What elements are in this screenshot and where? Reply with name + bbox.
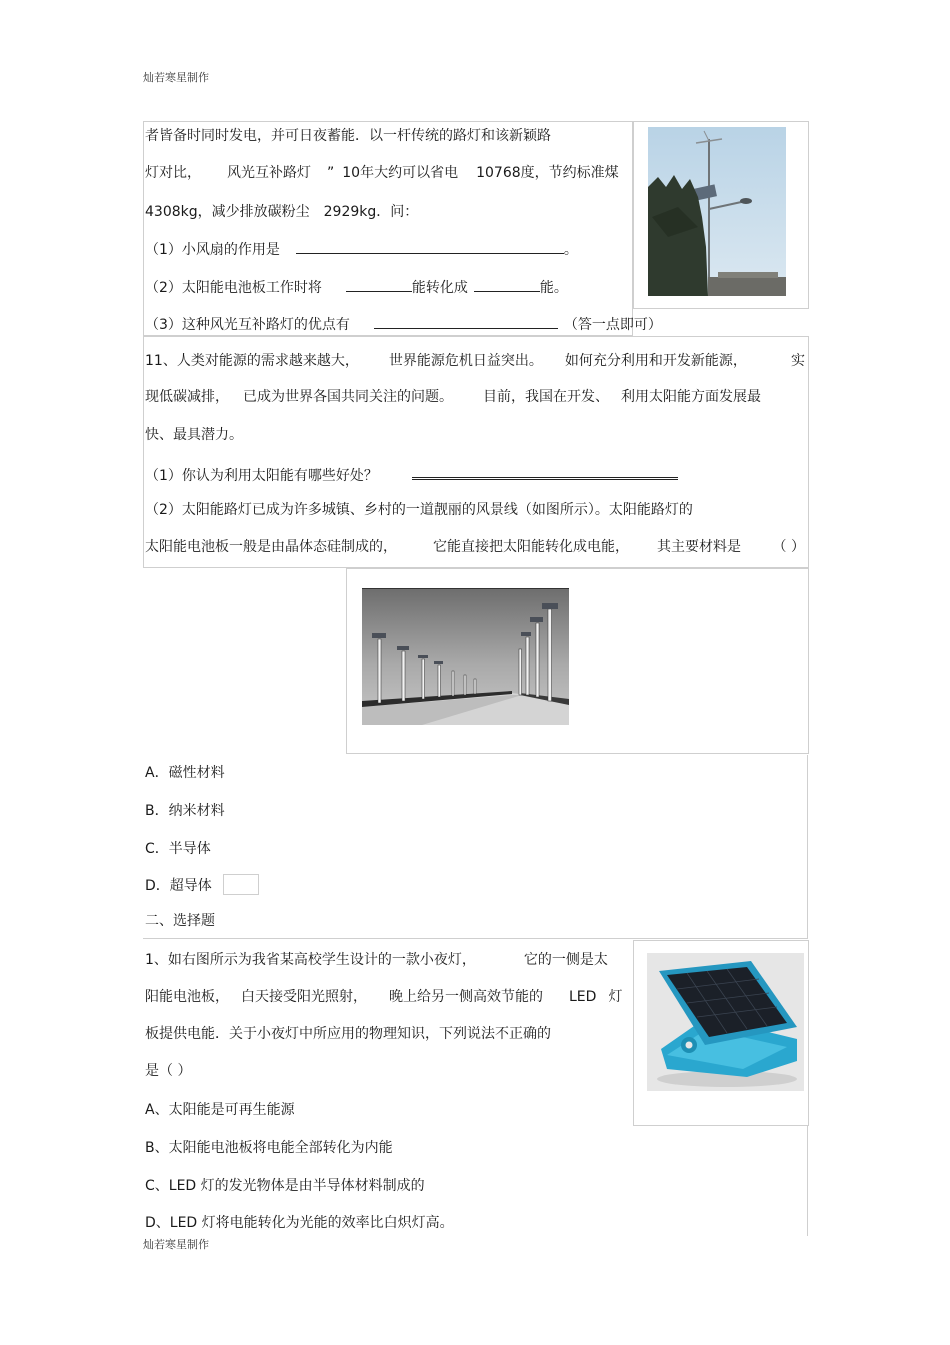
q11-line3: 快、最具潜力。 — [145, 427, 243, 443]
q11-sub1: （1）你认为利用太阳能有哪些好处？ — [145, 463, 678, 485]
section-title: 二、选择题 — [145, 913, 215, 929]
mc1-line1: 1、如右图所示为我省某高校学生设计的一款小夜灯， 它的一侧是太 — [145, 952, 608, 968]
answer-blank[interactable] — [412, 463, 678, 480]
q11-option-d: D．超导体 — [145, 878, 212, 894]
mc1-line3: 板提供电能．关于小夜灯中所应用的物理知识，下列说法不正确的 — [145, 1026, 551, 1042]
answer-blank[interactable] — [346, 277, 412, 292]
mc1-line2: 阳能电池板， 白天接受阳光照射， 晚上给另一侧高效节能的 LED 灯 — [145, 989, 623, 1005]
q10-line1: 者皆备时同时发电，并可日夜蓄能．以一杆传统的路灯和该新颖路 — [145, 128, 551, 144]
answer-box[interactable] — [223, 874, 259, 895]
mc1-option-d: D、LED 灯将电能转化为光能的效率比白炽灯高。 — [145, 1215, 454, 1231]
mc1-option-c: C、LED 灯的发光物体是由半导体材料制成的 — [145, 1178, 425, 1194]
q11-line2: 现低碳减排， 已成为世界各国共同关注的问题。 目前，我国在开发、 利用太阳能方面发展最 — [145, 389, 761, 405]
header-watermark: 灿若寒星制作 — [143, 71, 209, 84]
q10-sub3: （3）这种风光互补路灯的优点有 （答一点即可） — [145, 314, 662, 334]
mc1-line4: 是（ ） — [145, 1063, 192, 1079]
q10-line2: 灯对比， 风光互补路灯 ” 10年大约可以省电 10768度，节约标准煤 — [145, 165, 619, 181]
solar-night-light-photo — [647, 953, 804, 1091]
q10-sub2: （2）太阳能电池板工作时将 能转化成 能。 — [145, 277, 568, 297]
q10-text-frame — [143, 121, 633, 336]
mc1-option-a: A、太阳能是可再生能源 — [145, 1102, 295, 1118]
q11-line1: 11、人类对能源的需求越来越大， 世界能源危机日益突出。 如何充分利用和开发新能源， 实 — [145, 353, 805, 369]
q11-text-frame — [143, 336, 809, 568]
q11-option-a: A．磁性材料 — [145, 765, 225, 781]
answer-blank[interactable] — [374, 314, 558, 329]
q11-option-c: C．半导体 — [145, 841, 211, 857]
answer-blank[interactable] — [296, 239, 564, 254]
q10-sub1: （1）小风扇的作用是 。 — [145, 239, 578, 259]
mc1-option-b: B、太阳能电池板将电能全部转化为内能 — [145, 1140, 393, 1156]
q11-option-b: B．纳米材料 — [145, 803, 225, 819]
footer-watermark: 灿若寒星制作 — [143, 1238, 209, 1251]
solar-street-lamps-photo — [362, 588, 569, 725]
wind-solar-street-lamp-photo — [648, 127, 786, 296]
q11-sub2-line2: 太阳能电池板一般是由晶体态硅制成的， 它能直接把太阳能转化成电能， 其主要材料是 （ ） — [145, 539, 805, 555]
q10-line3: 4308kg，减少排放碳粉尘 2929kg．问： — [145, 204, 419, 220]
answer-blank[interactable] — [474, 277, 540, 292]
options-frame — [143, 755, 808, 939]
q11-sub2-line1: （2）太阳能路灯已成为许多城镇、乡村的一道靓丽的风景线（如图所示）。太阳能路灯的 — [145, 502, 693, 518]
